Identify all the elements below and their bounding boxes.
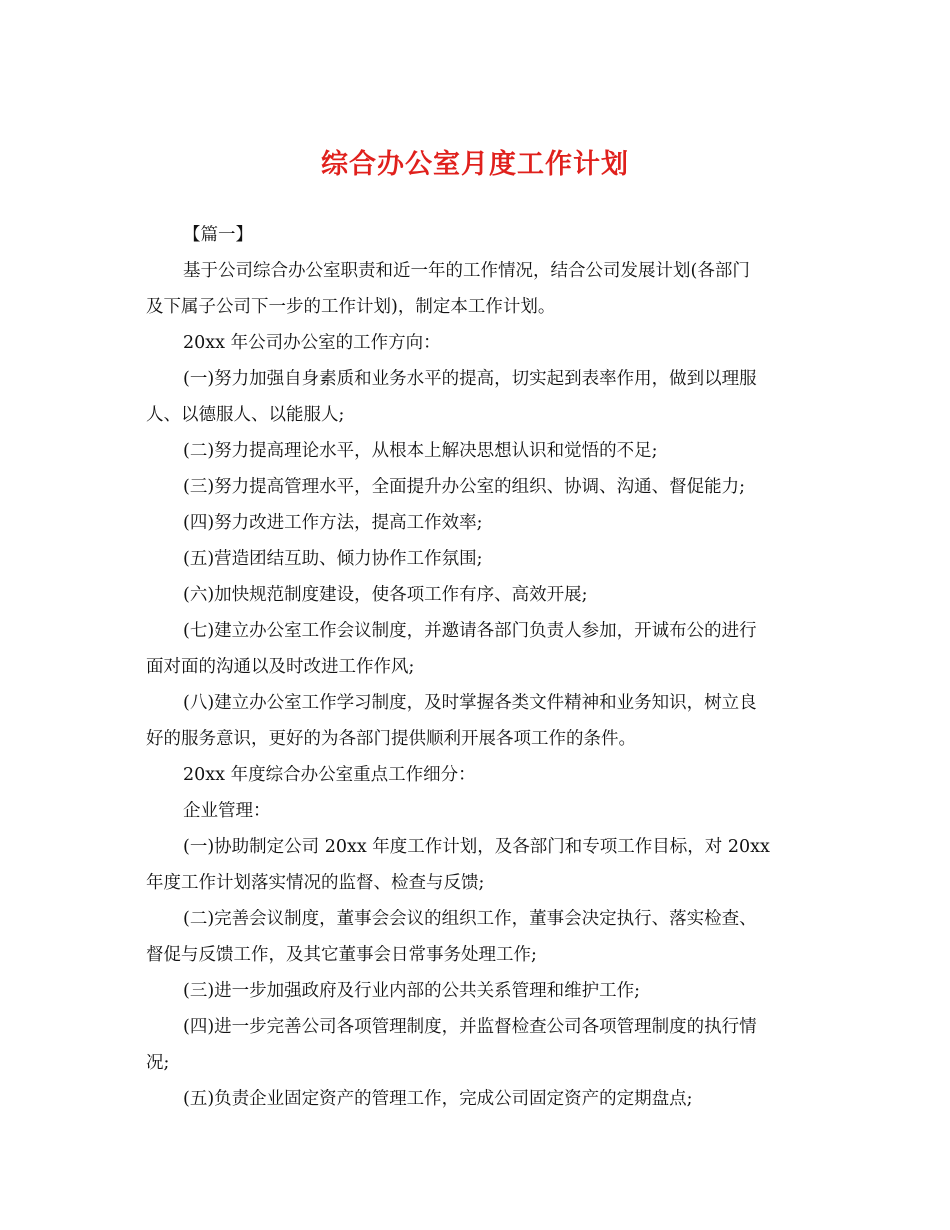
- paragraph: (一)协助制定公司 20xx 年度工作计划，及各部门和专项工作目标，对 20xx 年度工作计划落实情况的监督、检查与反馈;: [146, 837, 770, 893]
- document-title: 综合办公室月度工作计划: [321, 149, 629, 180]
- paragraph: 20xx 年度综合办公室重点工作细分：: [183, 765, 476, 785]
- paragraph: (四)努力改进工作方法，提高工作效率;: [183, 513, 483, 533]
- subsection-heading: 企业管理：: [183, 801, 271, 821]
- paragraph: (二)完善会议制度，董事会会议的组织工作，董事会决定执行、落实检查、 督促与反馈工作，及其它董事会日常事务处理工作;: [146, 909, 757, 965]
- paragraph: (五)负责企业固定资产的管理工作，完成公司固定资产的定期盘点;: [183, 1089, 693, 1109]
- paragraph: (七)建立办公室工作会议制度，并邀请各部门负责人参加，开诚布公的进行 面对面的沟通以及时改进工作作风;: [146, 621, 757, 677]
- paragraph: (三)努力提高管理水平，全面提升办公室的组织、协调、沟通、督促能力;: [183, 477, 746, 497]
- paragraph: (二)努力提高理论水平，从根本上解决思想认识和觉悟的不足;: [183, 441, 658, 461]
- paragraph: (六)加快规范制度建设，使各项工作有序、高效开展;: [183, 585, 588, 605]
- paragraph: (一)努力加强自身素质和业务水平的提高，切实起到表率作用，做到以理服 人、以德服人、以能服人;: [146, 369, 757, 425]
- paragraph: 基于公司综合办公室职责和近一年的工作情况，结合公司发展计划(各部门 及下属子公司下一步的工作计划)，制定本工作计划。: [146, 261, 750, 317]
- paragraph: (八)建立办公室工作学习制度，及时掌握各类文件精神和业务知识，树立良 好的服务意识，更好的为各部门提供顺利开展各项工作的条件。: [146, 693, 757, 749]
- paragraph: (三)进一步加强政府及行业内部的公共关系管理和维护工作;: [183, 981, 641, 1001]
- document-body: [146, 217, 806, 1117]
- section-heading: 【篇一】: [183, 225, 253, 245]
- paragraph: 20xx 年公司办公室的工作方向：: [183, 333, 441, 353]
- paragraph: (五)营造团结互助、倾力协作工作氛围;: [183, 549, 483, 569]
- paragraph: (四)进一步完善公司各项管理制度，并监督检查公司各项管理制度的执行情 况;: [146, 1017, 757, 1073]
